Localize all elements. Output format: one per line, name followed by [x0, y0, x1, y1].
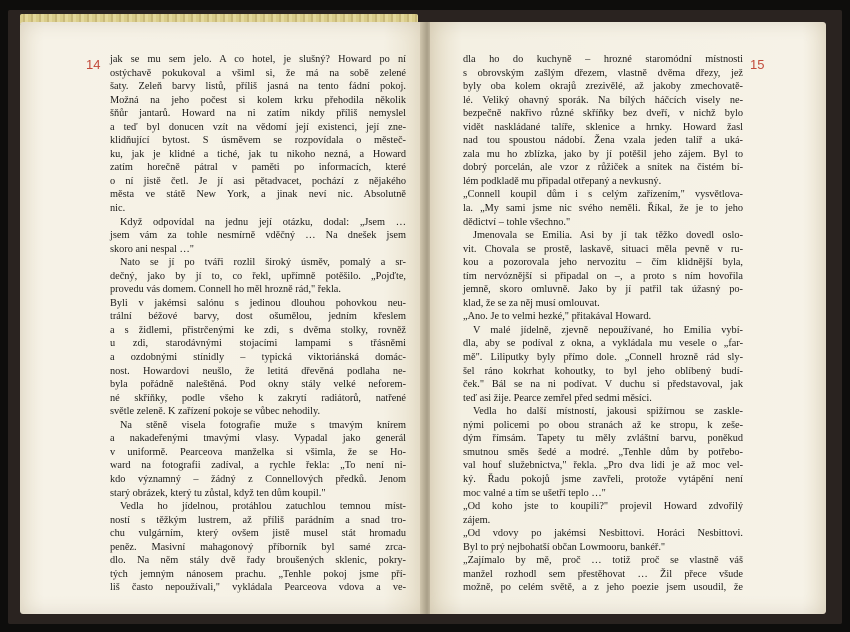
text-line: kdo významný – žádný z Connellových předků. Jenom: [110, 473, 406, 485]
text-line: vidět naskládané talíře, sklenice a hrnky. Howard žasl: [463, 121, 743, 133]
text-line: a teď byl donucen vzít na vědomí její existenci, její zne-: [110, 121, 406, 133]
text-line: bezpečně nakřivo různé skříňky bez dveří, v nichž bylo: [463, 108, 743, 120]
text-line: Jmenovala se Emilia. Asi by jí tak těžko dovedl oslo-: [473, 230, 743, 242]
text-line: šňůr jantarů. Howard na ni zatím nikdy příliš nemyslel: [110, 108, 406, 120]
text-line: a s židlemi, přistrčenými ke zdi, s dvěma stolky, rovněž: [110, 324, 406, 336]
text-line: „Zajímalo by mě, proč … totiž proč se vlastně váš: [463, 555, 743, 567]
text-line: ností s těžkým lustrem, až příliš parádním a snad tro-: [110, 514, 406, 526]
text-line: mě". Liliputky byly přímo dole. „Connell hrozně rád sly-: [463, 352, 743, 364]
text-line: jemně, skoro omluvně. Jako by jí patřil tak úžasný po-: [463, 284, 743, 296]
page-number-left: 14: [86, 57, 101, 72]
text-line: liš často nepoužívali," vykládala Pearceova vdova a ve-: [110, 582, 406, 594]
text-line: světle zeleně. K zařízení pokoje se vůbec nehodily.: [110, 406, 321, 418]
text-line: ku, jak je klidné a tiché, jak tu nikoho nezná, a Howard: [110, 148, 406, 160]
text-line: zala mu ho zblízka, jako by jí potěšil jeho zájem. Byl to: [463, 148, 743, 160]
text-line: nost. Howardovi neušlo, že letitá dřevěná podlaha ne-: [110, 365, 406, 377]
text-line: Byl to prý nejbohatší občan Lowmooru, bankéř.": [463, 541, 666, 553]
left-page-text: [110, 53, 406, 595]
text-line: lé. Veliký ohavný sporák. Na bílých háčcích visely ne-: [463, 94, 743, 106]
text-line: klad, že se za něj musí omlouvat.: [463, 297, 600, 309]
text-line: o ní jistě četl. Je jí asi pětadvacet, pochází z nějakého: [110, 175, 406, 187]
text-line: byly oba kolem okrajů zrezivělé, až jakoby zmechovatě-: [463, 81, 743, 93]
text-line: možně, po celém světě, a z jeho poezie jsem usoudil, že: [463, 582, 743, 594]
text-line: val houf služebnictva," řekla. „Pro dva lidi je až moc vel-: [463, 460, 743, 472]
text-line: kou a pozorovala jeho nervozitu – čím klidnější byla,: [463, 257, 743, 269]
text-line: a ozdobnými stínidly – typická viktoriánská domác-: [110, 352, 406, 364]
text-line: tím nervóznější si připadal on –, a proto s ním hovořila: [463, 270, 743, 282]
text-line: byla pořádně naleštěná. Pod okny stály velké neforem-: [110, 379, 406, 391]
text-line: ostýchavě pokukoval a všiml si, že má na sobě zelené: [110, 67, 406, 79]
text-line: né skříňky, podle všeho k zakrytí radiátorů, natřené: [110, 392, 406, 404]
text-line: šel ráno kokrhat kohoutky, to byl jeho oblíbený budí-: [463, 365, 743, 377]
text-line: la. „My sami jsme nic svého neměli. Říkal, že je to jeho: [463, 203, 743, 215]
text-line: Vedla ho jídelnou, protáhlou zatuchlou temnou míst-: [120, 501, 406, 513]
text-line: šaty. Zeleň barvy listů, příliš jasná na tento fádní pokoj.: [110, 81, 406, 93]
text-line: dečný, jako by jí to, co řekl, upřímně potěšilo. „Pojďte,: [110, 270, 406, 282]
text-line: dla ho do kuchyně – hrozné staromódní místnosti: [463, 54, 743, 65]
text-line: dým římsám. Tapety tu měly zvláštní barvu, poněkud: [463, 433, 743, 445]
text-line: starý obrázek, který tu zůstal, když ten dům koupil.": [110, 487, 326, 499]
text-line: Vedla ho další místností, jakousi spižírnou se zaskle-: [473, 406, 743, 418]
text-line: lém podkladě mu připadal otřepaný a nevkusný.: [463, 175, 662, 187]
text-line: a nakadeřenými tmavými vlasy. Vypadal jako generál: [110, 433, 406, 445]
text-line: „Od koho jste to koupili?" projevil Howard zdvořilý: [463, 501, 743, 513]
text-line: ward na fotografii zadíval, a rychle řekla: „To není ni-: [110, 460, 406, 472]
text-line: nad tou spoustou nádobí. Žena vzala jeden talíř a uká-: [463, 135, 743, 147]
text-line: u zdi, starodávnými stojacími lampami s třásněmi: [110, 338, 406, 350]
text-line: „Connell koupil dům i s celým zařízením," vysvětlova-: [463, 189, 743, 201]
text-line: „Od vdovy po jakémsi Nesbittovi. Horáci Nesbittovi.: [463, 528, 743, 540]
right-page: [430, 22, 826, 614]
text-line: v uniformě. Pearceova manželka si všimla, že se Ho-: [110, 446, 406, 458]
text-line: provedu vás domem. Connell ho měl hrozně rád," řekla.: [110, 284, 341, 296]
text-line: zájem.: [463, 514, 491, 526]
text-line: ček." Bál se na ni podívat. V duchu si představoval, jak: [463, 379, 743, 391]
text-line: dobrý porcelán, ale vzor z růžiček a snítek na čistém bí-: [463, 162, 743, 174]
text-line: dědictví – tohle všechno.": [463, 216, 571, 228]
text-line: moc valné a tím se ušetří teplo …": [463, 487, 606, 499]
text-line: vit. Chovala se prostě, laskavě, situaci měla pevně v ru-: [463, 243, 743, 255]
text-line: Nato se jí po tváři rozlil široký úsměv, pomalý a sr-: [120, 257, 406, 269]
text-line: dla, aby se podíval z okna, a vykládala mu vesele o „far-: [463, 338, 743, 350]
text-line: Možná na jeho počest si kolem krku přehodila několik: [110, 94, 406, 106]
text-line: nic.: [110, 203, 126, 215]
text-line: dlo. Na něm stály dvě řady broušených sklenic, pokry-: [110, 555, 406, 567]
text-line: teď asi žije. Pearce zemřel před sedmi měsíci.: [463, 392, 652, 404]
text-line: jak se mu sem jelo. A co hotel, je slušný? Howard po ní: [110, 54, 406, 65]
text-line: tých jemným nánosem prachu. „Tenhle pokoj jsme pří-: [110, 568, 406, 580]
text-line: chu vulgárním, který ovšem jistě musel stát hromadu: [110, 528, 406, 540]
text-line: V malé jídelně, zjevně nepoužívané, ho Emilia vybí-: [473, 324, 743, 336]
text-line: manžel rozhodl sem přestěhovat … Žil přece všude: [463, 568, 743, 580]
text-line: města ve státě New York, a jinak neví nic. Absolutně: [110, 189, 406, 201]
text-line: trální béžové barvy, dost ošumělou, jedním křeslem: [110, 311, 406, 323]
text-line: klidňující bytost. S úsměvem se rozpovídala o městeč-: [110, 135, 406, 147]
text-line: smutnou směs šedé a modré. „Tenhle dům by potřebo-: [463, 446, 743, 458]
text-line: Na stěně visela fotografie muže s tmavým knírem: [120, 419, 406, 431]
text-line: skoro ani nespal …": [110, 243, 194, 255]
text-line: peněz. Masivní mahagonový příborník byl samé zrca-: [110, 541, 406, 553]
text-line: Byli v jakémsi salónu s jedinou dlouhou pohovkou neu-: [110, 297, 406, 309]
text-line: zatím horečně pátral v paměti po informacích, které: [110, 162, 406, 174]
page-number-right: 15: [750, 57, 765, 72]
left-page: [20, 22, 424, 614]
text-line: jsem vám za tohle nesmírně vděčný … Na dnešek jsem: [110, 230, 406, 242]
text-line: „Ano. Je to velmi hezké," přitakával Howard.: [463, 311, 652, 323]
text-line: nými policemi po obou stranách až ke stropu, k zeše-: [463, 419, 743, 431]
text-line: ký. Řadu pokojů jsme zavřeli, protože vytápění není: [463, 473, 743, 485]
right-page-text: [463, 53, 743, 595]
text-line: s obrovským zašlým dřezem, vlastně dvěma dřezy, jež: [463, 67, 743, 79]
text-line: Když odpovídal na jednu její otázku, dodal: „Jsem …: [120, 216, 406, 228]
